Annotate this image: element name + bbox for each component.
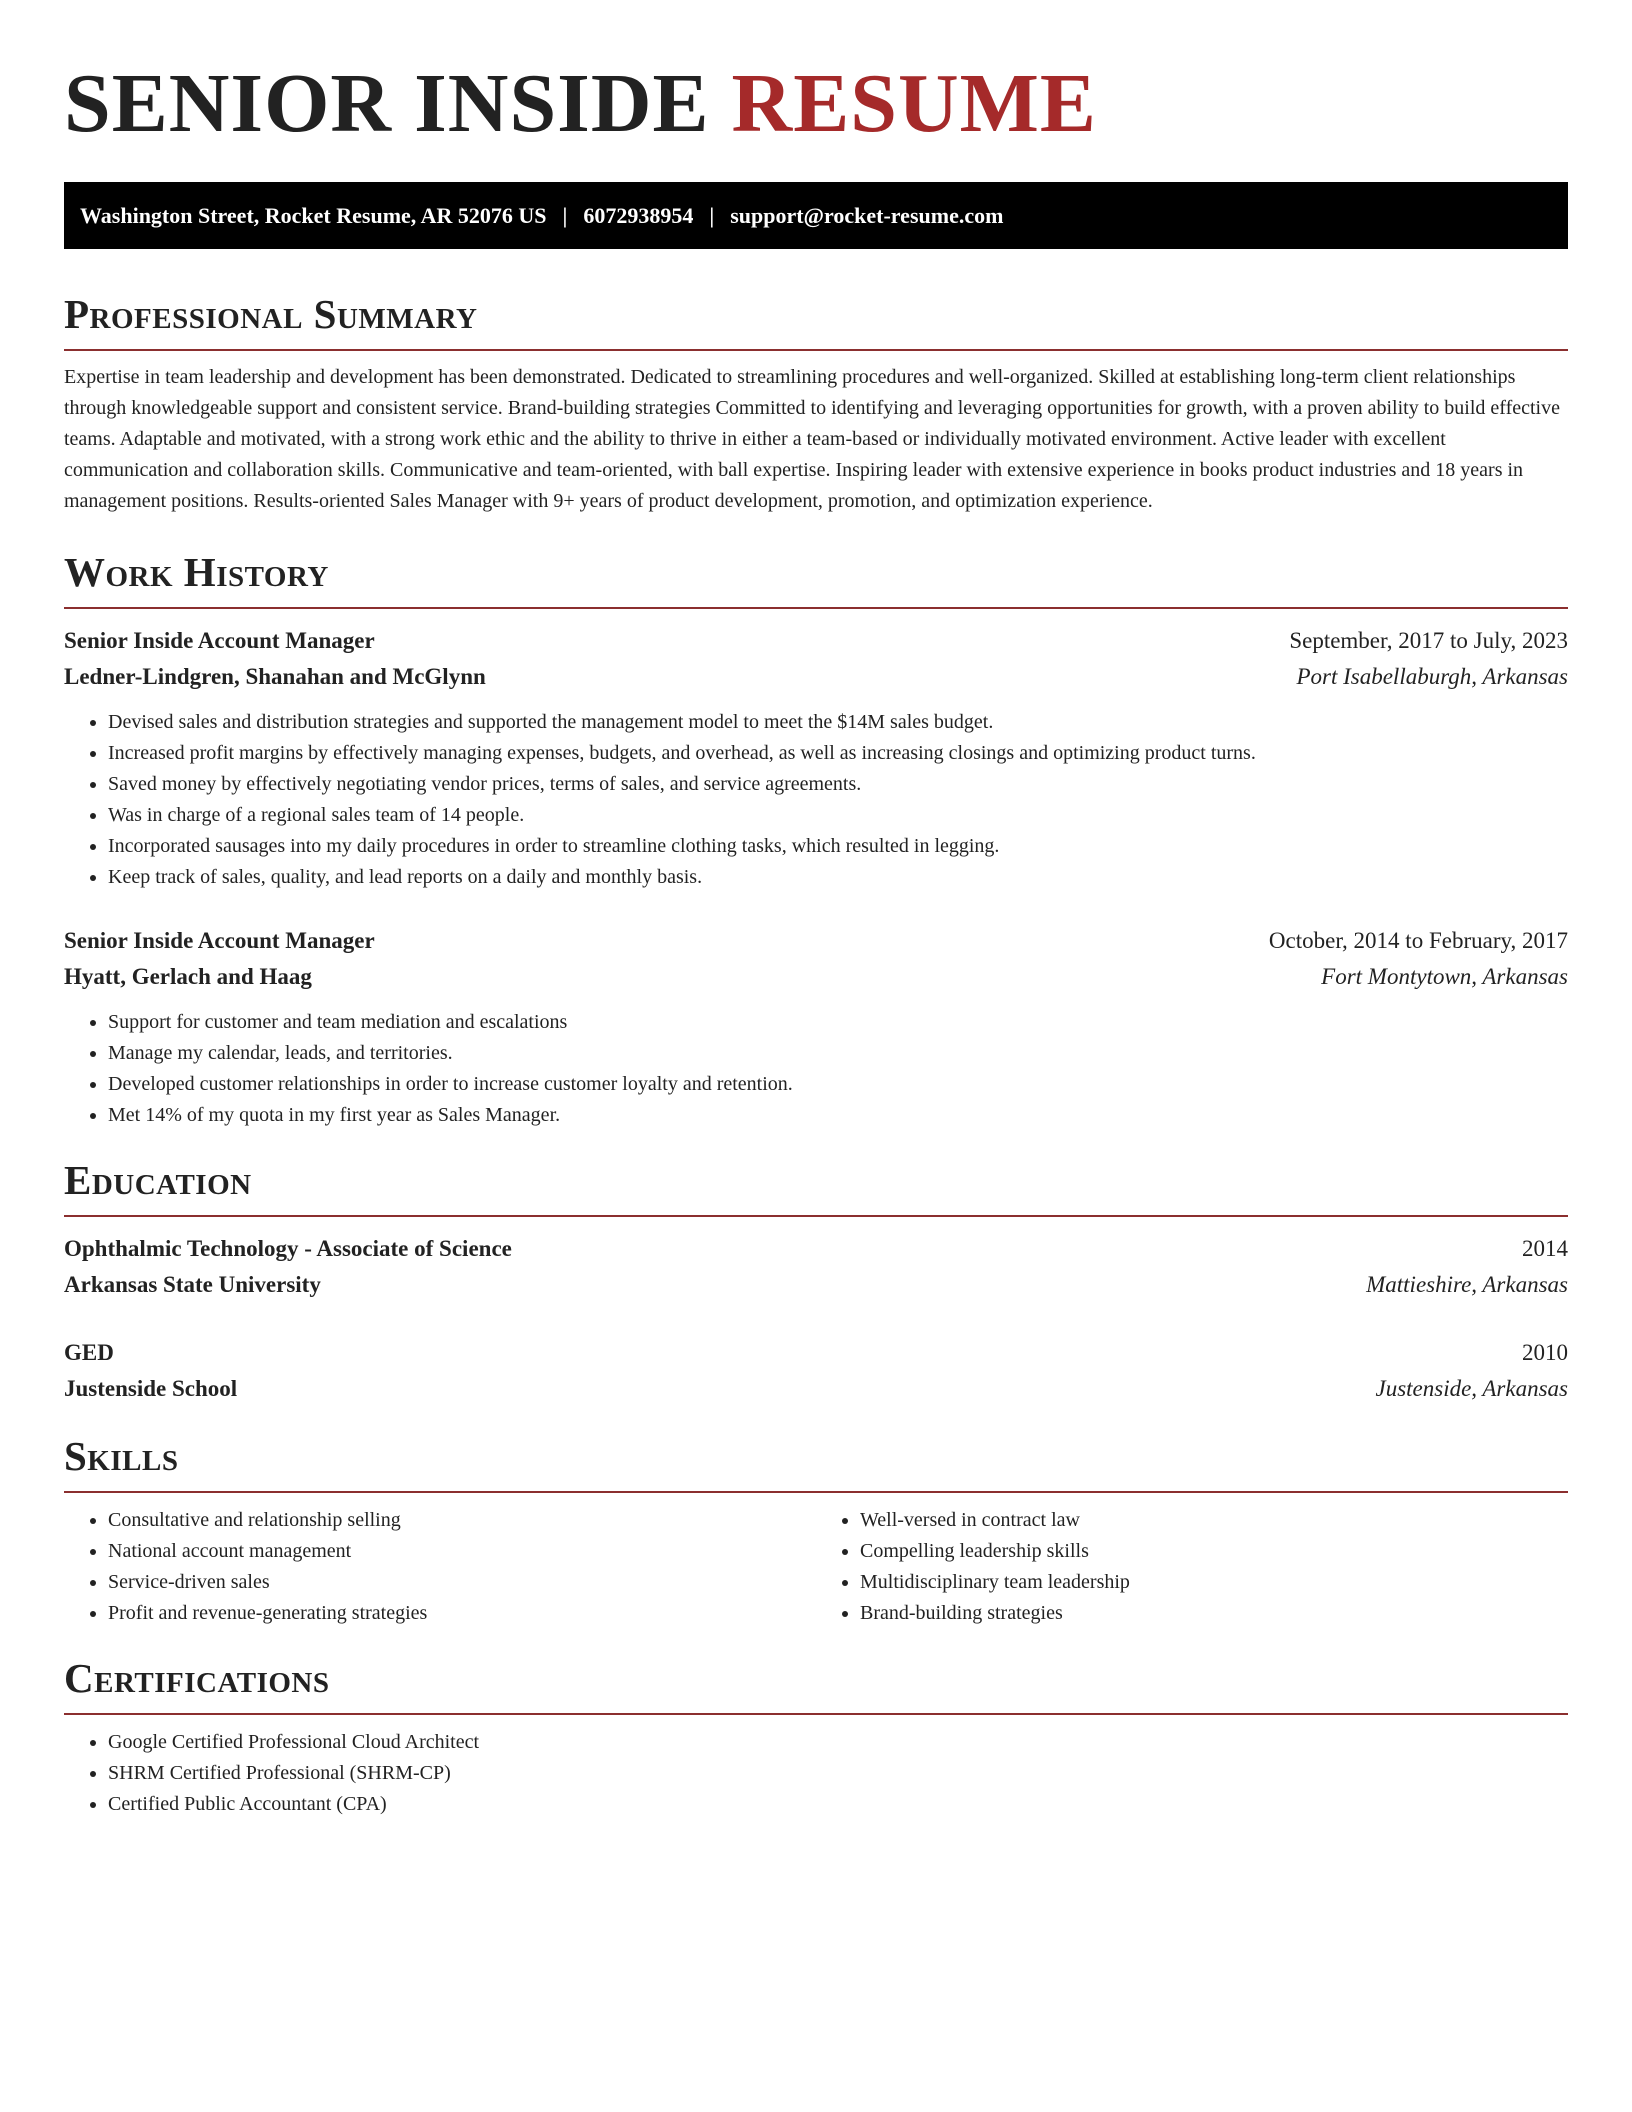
list-item: • Developed customer relationships in order to increase customer loyalty and retention. xyxy=(108,1069,1568,1100)
list-item: • Met 14% of my quota in my first year as Sales Manager. xyxy=(108,1100,1568,1131)
list-item: • Consultative and relationship selling xyxy=(108,1505,816,1536)
education-entry xyxy=(64,1335,1568,1407)
section-title: Skills xyxy=(64,1431,1568,1493)
list-item: • Service-driven sales xyxy=(108,1567,816,1598)
job-dates: October, 2014 to February, 2017 xyxy=(1268,928,1568,953)
name-first: SENIOR INSIDE xyxy=(64,57,710,150)
job-role: Senior Inside Account Manager xyxy=(64,628,375,653)
list-item: • Google Certified Professional Cloud Architect xyxy=(108,1727,1568,1758)
education-location: Justenside, Arkansas xyxy=(1375,1376,1568,1401)
list-item: • Devised sales and distribution strategies and supported the management model to meet the $14M sales budget. xyxy=(108,707,1568,738)
contact-bar xyxy=(64,182,1568,249)
list-item: • Was in charge of a regional sales team of 14 people. xyxy=(108,800,1568,831)
job-header-row xyxy=(64,923,1568,959)
list-item: • Manage my calendar, leads, and territories. xyxy=(108,1038,1568,1069)
job-location: Fort Montytown, Arkansas xyxy=(1321,964,1568,989)
education-school-row xyxy=(64,1267,1568,1303)
list-item: • Increased profit margins by effectively managing expenses, budgets, and overhead, as well as increasing closings and optimizing product turns. xyxy=(108,738,1568,769)
job-dates: September, 2017 to July, 2023 xyxy=(1289,628,1568,653)
list-item: • Brand-building strategies xyxy=(860,1598,1568,1629)
work-section xyxy=(64,547,1568,1131)
resume-name xyxy=(64,56,1568,152)
contact-phone: 6072938954 xyxy=(583,202,694,228)
name-last: RESUME xyxy=(731,57,1097,150)
section-title: Certifications xyxy=(64,1653,1568,1715)
job-company: Ledner-Lindgren, Shanahan and McGlynn xyxy=(64,664,486,689)
list-item: • Incorporated sausages into my daily procedures in order to streamline clothing tasks, which resulted in legging. xyxy=(108,831,1568,862)
certifications-section xyxy=(64,1653,1568,1820)
section-title: Professional Summary xyxy=(64,289,1568,351)
education-school: Justenside School xyxy=(64,1376,238,1401)
list-item: • Well-versed in contract law xyxy=(860,1505,1568,1536)
list-item: • Profit and revenue-generating strategies xyxy=(108,1598,816,1629)
list-item: • Support for customer and team mediation and escalations xyxy=(108,1007,1568,1038)
job-bullets xyxy=(64,707,1568,893)
education-year: 2014 xyxy=(1522,1236,1568,1261)
education-header-row xyxy=(64,1335,1568,1371)
summary-section xyxy=(64,289,1568,517)
section-title: Work History xyxy=(64,547,1568,609)
section-title: Education xyxy=(64,1155,1568,1217)
job-bullets xyxy=(64,1007,1568,1131)
contact-email: support@rocket-resume.com xyxy=(730,202,1004,228)
education-header-row xyxy=(64,1231,1568,1267)
contact-separator: | xyxy=(709,202,715,228)
list-item: • Multidisciplinary team leadership xyxy=(860,1567,1568,1598)
job-entry xyxy=(64,623,1568,893)
education-school-row xyxy=(64,1371,1568,1407)
education-location: Mattieshire, Arkansas xyxy=(1366,1272,1568,1297)
list-item: • Saved money by effectively negotiating vendor prices, terms of sales, and service agreements. xyxy=(108,769,1568,800)
job-role: Senior Inside Account Manager xyxy=(64,928,375,953)
list-item: • Compelling leadership skills xyxy=(860,1536,1568,1567)
job-company-row xyxy=(64,959,1568,995)
job-company-row xyxy=(64,659,1568,695)
contact-address: Washington Street, Rocket Resume, AR 52076 US xyxy=(80,202,547,228)
skills-list-left xyxy=(64,1505,816,1629)
certifications-list xyxy=(64,1727,1568,1820)
contact-separator: | xyxy=(562,202,568,228)
job-header-row xyxy=(64,623,1568,659)
education-entry xyxy=(64,1231,1568,1303)
education-degree: Ophthalmic Technology - Associate of Science xyxy=(64,1236,512,1261)
education-year: 2010 xyxy=(1522,1340,1568,1365)
skills-list-right xyxy=(816,1505,1568,1629)
list-item: • SHRM Certified Professional (SHRM-CP) xyxy=(108,1758,1568,1789)
job-company: Hyatt, Gerlach and Haag xyxy=(64,964,312,989)
summary-text: Expertise in team leadership and development has been demonstrated. Dedicated to streamlining procedures and well-organized. Skilled at establishing long-term client relationships through knowledgeable support and consistent service. Brand-building strategies Committed to identifying and leveraging opportunities for growth, with a proven ability to build effective teams. Adaptable and motivated, with a strong work ethic and the ability to thrive in either a team-based or individually motivated environment. Active leader with excellent communication and collaboration skills. Communicative and team-oriented, with ball expertise. Inspiring leader with extensive experience in books product industries and 18 years in management positions. Results-oriented Sales Manager with 9+ years of product development, promotion, and optimization experience. xyxy=(64,366,1560,512)
education-degree: GED xyxy=(64,1340,114,1365)
education-school: Arkansas State University xyxy=(64,1272,321,1297)
skills-grid xyxy=(64,1505,1568,1629)
education-section xyxy=(64,1155,1568,1407)
job-entry xyxy=(64,923,1568,1131)
list-item: • National account management xyxy=(108,1536,816,1567)
job-location: Port Isabellaburgh, Arkansas xyxy=(1296,664,1568,689)
list-item: • Certified Public Accountant (CPA) xyxy=(108,1789,1568,1820)
list-item: • Keep track of sales, quality, and lead reports on a daily and monthly basis. xyxy=(108,862,1568,893)
skills-section xyxy=(64,1431,1568,1629)
